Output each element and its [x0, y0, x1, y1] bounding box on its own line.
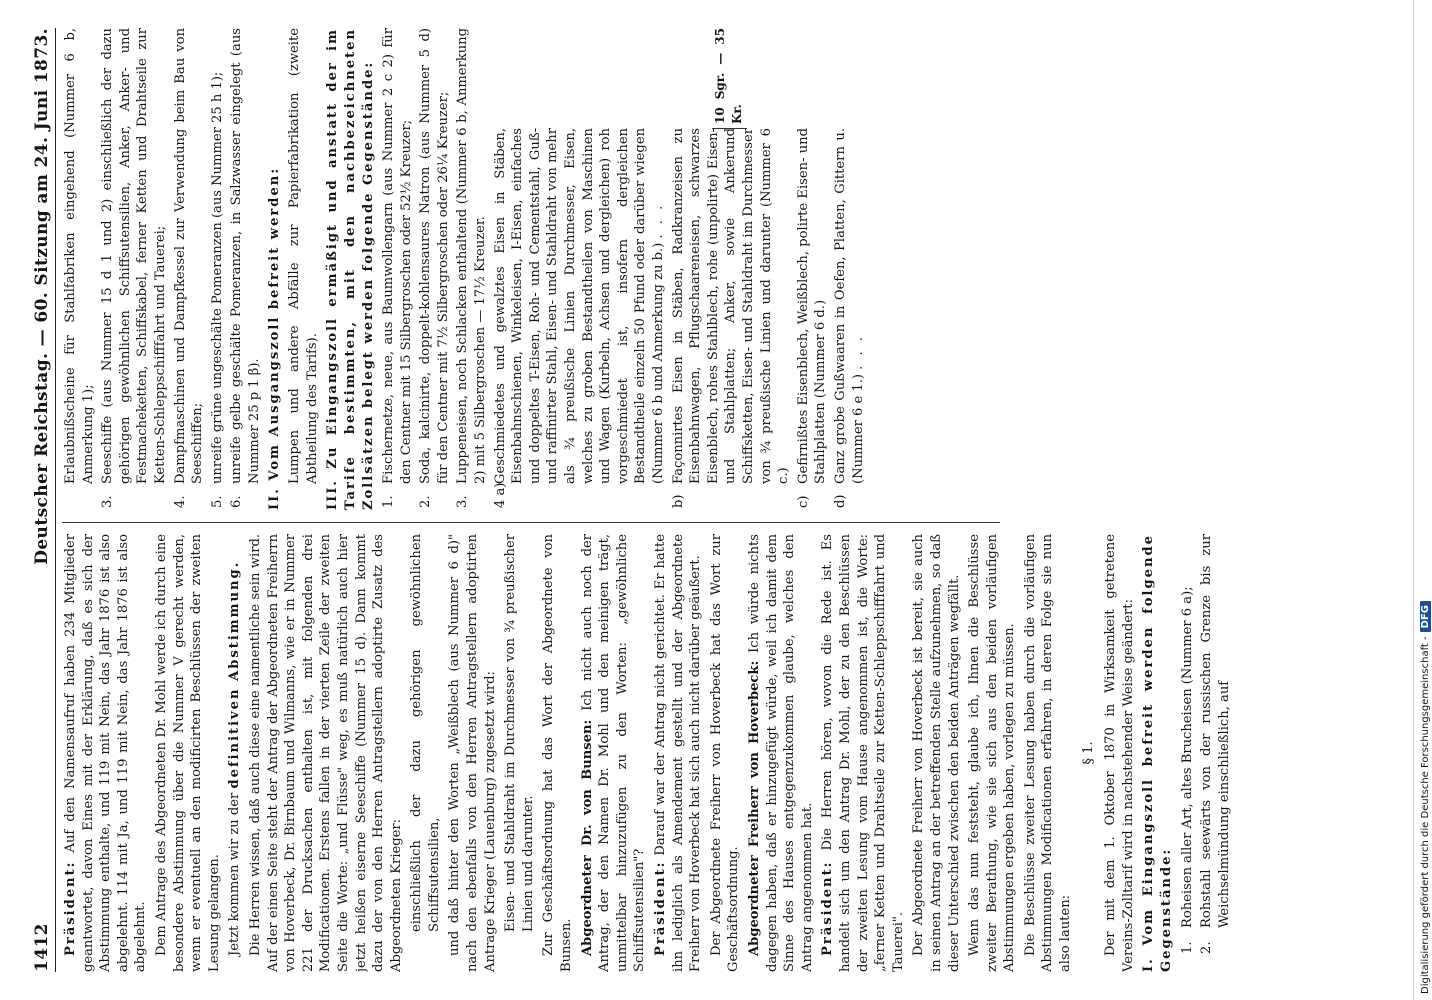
paragraph-text: Ich würde nichts dagegen haben, daß er hinzugefügt würde, weil ich damit dem Sinne des Hauses entgegenzukommen glaube, welches den Antrag angenommen hat.	[746, 534, 815, 972]
tariff-rate: 10 Sgr. — 35 Kr.	[712, 28, 747, 129]
right-column	[62, 28, 1360, 510]
list-item	[1198, 534, 1233, 972]
item-text: Soda, kalcinirte, doppelt-kohlensaures Natron (aus Nummer 5 d) für den Centner mit 7½ Silbergroschen oder 26¼ Kreuzer;	[418, 28, 451, 484]
tariff-block	[492, 28, 867, 510]
item-text: Rohstahl seewärts von der russischen Grenze bis zur Weichselmündung einschließlich, auf	[1199, 534, 1232, 928]
paragraph: Der Abgeordnete Freiherr von Hoverbeck ist bereit, sie auch in seinen Antrag an der betreffenden Stelle aufzunehmen, so daß dieser Unterschied zwischen den beiden Anträgen wegfällt.	[911, 534, 962, 972]
item-number: d)	[832, 494, 848, 508]
page-title: Deutscher Reichstag. — 60. Sitzung am 24. Juni 1873.	[32, 28, 52, 565]
item-text: unreife grüne ungeschälte Pomeranzen (aus Nummer 25 h 1);	[209, 71, 225, 484]
dfg-logo: DFG	[1420, 601, 1431, 632]
speaker-label: Präsident:	[820, 860, 836, 956]
list-item	[795, 128, 830, 510]
item-number: 5.	[209, 495, 225, 508]
page-number: 1412	[32, 923, 52, 972]
footer-credit: Digitalisierung gefördert durch die Deutsche Forschungsgemeinschaft -	[1419, 636, 1431, 994]
list-item	[62, 28, 97, 510]
page-header	[22, 28, 56, 972]
paragraph: Zur Geschäftsordnung hat das Wort der Abgeordnete von Bunsen.	[541, 534, 575, 972]
paragraph-text: Ich nicht auch noch der Antrag, der den Namen Dr. Mohl und den meinigen trägt, unmittelbar hinzuzufügen zu den Worten: „gewöhnliche Schiffsutensilien"?	[579, 534, 648, 972]
paragraph	[746, 534, 816, 972]
item-text: Façonnirtes Eisen in Stäben, Radkranzeisen zu Eisenbahnwagen, Pflugschaareneisen, schwarzes Eisenblech, rohes Stahlblech, rohe (unpolirte) Eisen- und Stahlplatten; Anker, sowie Ankerund Schiffsketten, Eisen- und Stahldraht im Durchmesser von ¾ preußische Linien und darunter (Nummer 6 c.)	[670, 128, 792, 484]
list-item	[832, 128, 867, 510]
speaker-label: Präsident:	[63, 860, 78, 956]
scan-footer	[1418, 4, 1432, 1000]
spaced-term: definitiven Abstimmung.	[227, 560, 243, 789]
list-item	[209, 28, 227, 510]
item-text: Fischernetze, neue, aus Baumwollengarn (aus Nummer 2 c 2) für den Centner mit 15 Silbergroschen oder 52½ Kreuzer;	[381, 28, 414, 484]
list-item	[99, 28, 169, 510]
quote: einschließlich der dazu gehörigen gewöhnlichen Schiffsutensilien,	[409, 534, 442, 932]
paragraph-text: Darauf war der Antrag nicht gerichtet. Er hatte ihn lediglich als Amendement gestellt und der Abgeordnete Freiherr von Hoverbeck hat sich auch nicht darüber geäußert.	[653, 534, 704, 972]
paragraph: Dem Antrage des Abgeordneten Dr. Mohl werde ich durch eine besondere Abstimmung über die Nummer V gerecht werden, wenn er eventuell an den modificirten Beschlüssen der zweiten Lesung gelangen.	[153, 534, 222, 972]
paragraph: Der Abgeordnete Freiherr von Hoverbeck hat das Wort zur Geschäftsordnung.	[708, 534, 742, 972]
item-text: Gefirnißtes Eisenblech, Weißblech, polirte Eisen- und Stahlplatten (Nummer 6 d.)	[795, 128, 829, 484]
column-divider	[62, 522, 1000, 523]
paragraph: Die Beschlüsse zweiter Lesung haben durch die vorläufigen Abstimmungen Modificationen erfahren, in deren Folge sie nun also lauten:	[1022, 534, 1074, 972]
item-number: 4 a)	[492, 482, 508, 508]
paragraph	[226, 534, 244, 972]
list-item	[454, 28, 489, 510]
left-column	[62, 534, 1360, 972]
list-heading: I. Vom Eingangszoll befreit werden folgende Gegenstände:	[1141, 534, 1175, 972]
paragraph: Wenn das nun feststeht, glaube ich, Ihnen die Beschlüsse zweiter Berathung, wie sie sich aus den beiden vorläufigen Abstimmungen ergeben haben, vorlegen zu müssen.	[967, 534, 1018, 972]
speaker-label: Abgeordneter Dr. von Bunsen:	[579, 719, 595, 956]
item-number: 1.	[381, 495, 397, 508]
paragraph	[579, 534, 649, 972]
item-text: unreife gelbe geschälte Pomeranzen, in Salzwasser eingelegt (aus Nummer 25 p 1 β).	[229, 28, 262, 484]
list-item	[670, 128, 793, 510]
quote: Eisen- und Stahldraht im Durchmesser von ¾ preußischer Linien und darunter.	[503, 534, 536, 932]
item-text: Luppeneisen, noch Schlacken enthaltend (Nummer 6 b, Anmerkung 2) mit 5 Silbergroschen — 17½ Kreuzer.	[455, 28, 489, 484]
paragraph	[819, 534, 907, 972]
list-item	[380, 28, 415, 510]
item-number: 2.	[418, 495, 434, 508]
item-number: c)	[795, 495, 811, 508]
item-number: 3.	[455, 495, 471, 508]
speaker-label: Abgeordneter Freiherr von Hoverbeck:	[746, 660, 762, 956]
item-number: 3.	[100, 495, 116, 508]
list-item	[1179, 534, 1197, 972]
item-number: 4.	[172, 495, 188, 508]
paragraph	[62, 534, 150, 972]
item-text: Seeschiffe (aus Nummer 15 d 1 und 2) einschließlich der dazu gehörigen gewöhnlichen Schiffsutensilien, Anker, Anker- und Festmacheketten, Schiffskabel, ferner Ketten und Drahtseile zur Ketten-Schleppschifffahrt und Tauerei;	[100, 28, 168, 484]
leader-dots: . . .	[850, 334, 866, 370]
paragraph-text: Auf den Namensaufruf haben 234 Mitglieder geantwortet, davon Eines mit der Erklärung, daß es sich der Abstimmung enthalte, und 119 mit Nein, das Jahr 1876 ist also abgelehnt. 114 mit Ja, und 119 mit Nein, das Jahr 1876 ist also abgelehnt.	[63, 534, 149, 972]
list-item	[172, 28, 207, 510]
paragraph-text: Die Herren hören, wovon die Rede ist. Es handelt sich um den Antrag Dr. Mohl, der zu den Beschlüssen der zweiten Lesung vom Hause angenommen ist, die Worte: „ferner Ketten und Drahtseile zur Ketten-Schleppschifffahrt und Tauerei".	[820, 534, 906, 972]
paragraph: und daß hinter den Worten „Weißblech (aus Nummer 6 d)" nach den ebenfalls von den Herren Antragstellern adoptirten Antrage Krieger (Lauenburg) zugesetzt wird:	[447, 534, 498, 972]
item-text: Erlaubnißscheine für Stahlfabriken eingehend (Nummer 6 b, Anmerkung 1);	[63, 28, 96, 484]
list-heading: II. Vom Ausgangszoll befreit werden:	[266, 166, 282, 510]
item-text: Dampfmaschinen und Dampfkessel zur Verwendung beim Bau von Seeschiffen;	[172, 28, 206, 484]
speaker-label: Präsident:	[653, 860, 668, 956]
item-text: Geschmiedetes und gewalztes Eisen in Stäben, Eisenbahnschienen, Winkeleisen, I-Eisen, einfaches und doppeltes T-Eisen, Roh- und Cementstahl, Guß- und raffinirter Stahl, Eisen- und Stahldraht von mehr als ¾ preußische Linien Durchmesser, Eisen, welches zu groben Bestandtheilen von Maschinen und Wagen (Kurbeln, Achsen und dergleichen) roh vorgeschmiedet ist, insofern dergleichen Bestandtheile einzeln 50 Pfund oder darüber wiegen (Nummer 6 b und Anmerkung zu b.)	[492, 128, 666, 484]
paragraph-text: Jetzt kommen wir zu der	[227, 792, 243, 956]
paragraph: Lumpen und andere Abfälle zur Papierfabrikation (zweite Abtheilung des Tarifs).	[287, 28, 320, 484]
leader-dots: . . .	[651, 202, 666, 239]
section-heading: § 1.	[1080, 741, 1096, 765]
item-number: 6.	[229, 495, 245, 508]
paragraph	[652, 534, 705, 972]
item-text: Roheisen aller Art, altes Brucheisen (Nummer 6 a);	[1179, 586, 1195, 928]
item-number: 1.	[1179, 941, 1195, 954]
list-item	[417, 28, 452, 510]
paragraph: Die Herren wissen, daß auch diese eine namentliche sein wird. Auf der einen Seite steht der Antrag der Abgeordneten Freiherrn von Hoverbeck, Dr. Birnbaum und Wilmanns, wie er in Nummer 221 der Drucksachen enthalten ist, mit folgenden drei Modificationen. Erstens fallen in der vierten Zeile der zweiten Seite die Worte: „und Flüsse" weg, es muß natürlich auch hier jetzt heißen eiserne Seeschiffe (Nummer 15 d). Dann kommt dazu der von den Herren Antragstellern adoptirte Zusatz des Abgeordneten Krieger:	[247, 534, 404, 972]
item-number: 2.	[1199, 941, 1215, 954]
list-heading: III. Zu Eingangszoll ermäßigt und anstatt der im Tarife bestimmten, mit den nachbezeichneten Zollsätzen belegt werden folgende Gegenstände:	[325, 28, 376, 510]
item-number: b)	[670, 494, 686, 508]
list-item	[228, 28, 263, 510]
item-text: Ganz grobe Gußwaaren in Oefen, Platten, Gittern u. (Nummer 6 e 1.)	[832, 128, 866, 484]
list-item	[492, 128, 668, 510]
paragraph: Der mit dem 1. Oktober 1870 in Wirksamkeit getretene Vereins-Zolltarif wird in nachstehender Weise geändert:	[1103, 534, 1136, 972]
